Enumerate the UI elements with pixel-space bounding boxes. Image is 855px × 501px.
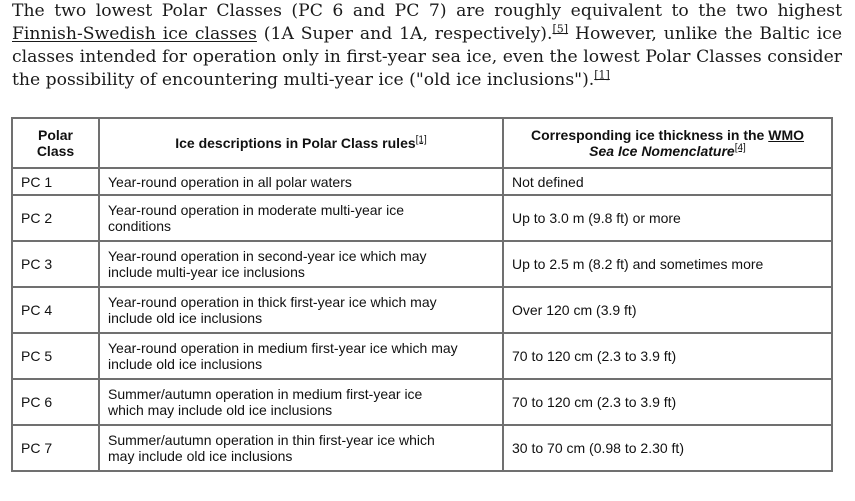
ice-description-line1: Year-round operation in second-year ice which may	[108, 248, 427, 264]
ice-thickness-cell: 30 to 70 cm (0.98 to 2.30 ft)	[503, 425, 832, 471]
wmo-link[interactable]: WMO	[768, 127, 805, 143]
table-row	[12, 379, 832, 425]
ice-description-line1: Year-round operation in thick first-year ice which may	[108, 294, 437, 310]
header-ref-1	[416, 134, 427, 145]
header-ref-4	[735, 142, 746, 153]
ice-description-line1: Year-round operation in medium first-year ice which may	[108, 340, 458, 356]
header-ref-4-link[interactable]: [4]	[734, 142, 746, 154]
ice-description-cell: Year-round operation in all polar waters	[99, 168, 503, 195]
ice-thickness-cell: Up to 3.0 m (9.8 ft) or more	[503, 195, 832, 241]
table-row	[12, 168, 832, 195]
table-header-row	[12, 118, 832, 168]
polar-class-table	[11, 117, 833, 472]
ice-description-cell	[99, 195, 503, 241]
reference-1	[594, 68, 610, 81]
ice-description-cell	[99, 333, 503, 379]
intro-text-1: The two lowest Polar Classes (PC 6 and PC 7) are roughly equivalent to the two highest	[12, 1, 842, 21]
header-ref-1-link[interactable]: [1]	[415, 134, 427, 146]
table-row	[12, 195, 832, 241]
header-ice-descriptions-text: Ice descriptions in Polar Class rules	[175, 135, 416, 151]
header-polar-class	[12, 118, 99, 168]
reference-5	[552, 22, 568, 35]
polar-class-cell: PC 6	[12, 379, 99, 425]
ice-description-cell	[99, 287, 503, 333]
polar-class-cell: PC 1	[12, 168, 99, 195]
table-row	[12, 333, 832, 379]
header-ice-descriptions	[99, 118, 503, 168]
ice-thickness-cell: 70 to 120 cm (2.3 to 3.9 ft)	[503, 379, 832, 425]
ice-thickness-cell: Up to 2.5 m (8.2 ft) and sometimes more	[503, 241, 832, 287]
ice-thickness-cell: Not defined	[503, 168, 832, 195]
ice-description-line2: which may include old ice inclusions	[108, 402, 333, 418]
table-row	[12, 241, 832, 287]
ice-description-line2: include old ice inclusions	[108, 310, 263, 326]
polar-class-cell: PC 3	[12, 241, 99, 287]
ice-description-line1: Year-round operation in moderate multi-year ice	[108, 202, 404, 218]
polar-class-cell: PC 5	[12, 333, 99, 379]
table-row	[12, 425, 832, 471]
intro-paragraph	[12, 0, 842, 92]
header-ice-thickness	[503, 118, 832, 168]
header-polar-class-line1: Polar	[37, 127, 73, 143]
ice-thickness-cell: Over 120 cm (3.9 ft)	[503, 287, 832, 333]
ice-thickness-cell: 70 to 120 cm (2.3 to 3.9 ft)	[503, 333, 832, 379]
header-ice-thickness-line2: Sea Ice Nomenclature	[589, 143, 735, 159]
polar-class-cell: PC 7	[12, 425, 99, 471]
ice-description-cell	[99, 241, 503, 287]
ice-description-cell	[99, 379, 503, 425]
ice-description-line2: include multi-year ice inclusions	[108, 264, 305, 280]
reference-1-link[interactable]: [1]	[594, 68, 610, 82]
ice-description-line1: Summer/autumn operation in medium first-year ice	[108, 386, 423, 402]
reference-5-link[interactable]: [5]	[552, 22, 569, 36]
polar-class-cell: PC 2	[12, 195, 99, 241]
ice-description-cell	[99, 425, 503, 471]
ice-description-line2: include old ice inclusions	[108, 356, 263, 372]
ice-description-line2: conditions	[108, 218, 172, 234]
table-row	[12, 287, 832, 333]
header-ice-thickness-line1: Corresponding ice thickness in the	[530, 127, 769, 143]
header-polar-class-line2: Class	[36, 143, 75, 159]
intro-text-3: However, unlike the Baltic ice classes intended for operation only in first-year sea ice, even the lowest Polar Classes consider the possibility of encountering multi-year ice ("old ice inclusions").	[12, 24, 843, 90]
ice-description-line1: Summer/autumn operation in thin first-year ice which	[108, 432, 435, 448]
ice-description-line2: may include old ice inclusions	[108, 448, 293, 464]
polar-class-cell: PC 4	[12, 287, 99, 333]
intro-text-2: (1A Super and 1A, respectively).	[256, 24, 553, 44]
finnish-swedish-ice-classes-link[interactable]: Finnish-Swedish ice classes	[12, 24, 257, 44]
